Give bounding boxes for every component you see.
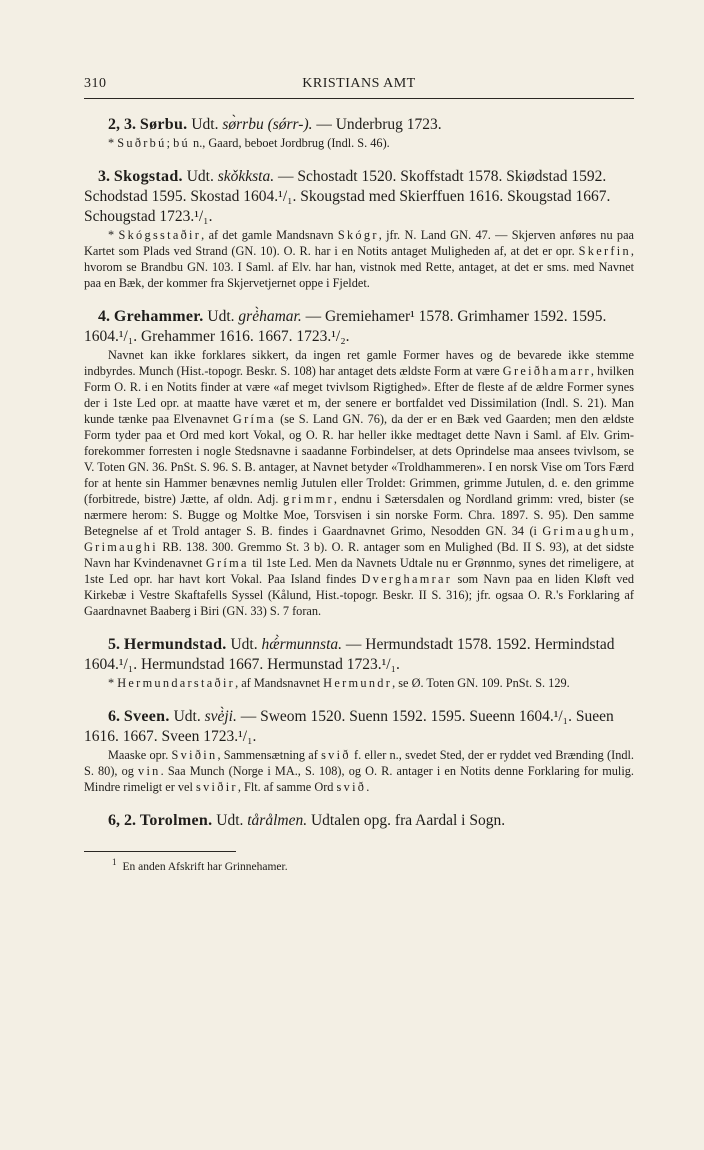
entry-number: 3. — [98, 168, 110, 185]
entry-heading — [84, 635, 634, 675]
entry-name: Hermundstad. — [123, 636, 227, 653]
udt-label: Udt. — [207, 308, 235, 325]
page-header — [84, 74, 634, 96]
entry-name: Sørbu. — [139, 116, 188, 133]
entry-name: Skogstad. — [113, 168, 183, 185]
pronunciation: grė̀hamar. — [238, 308, 302, 325]
spaced-term: Greiðhamarr — [502, 364, 591, 378]
entry-heading — [84, 307, 634, 347]
entry-number: 5. — [108, 636, 120, 653]
entry-notes — [84, 675, 634, 691]
entry-name: Grehammer. — [113, 308, 204, 325]
udt-label: Udt. — [173, 708, 201, 725]
spaced-term: Skógsstaðir — [118, 228, 202, 242]
spaced-term: grimmr — [283, 492, 334, 506]
entry-paragraph: * Hermundarstaðir, af Mandsnavnet Hermundr, se Ø. Toten GN. 109. PnSt. S. 129. — [108, 676, 570, 690]
entry-paragraph: * Skógsstaðir, af det gamle Mandsnavn Skógr, jfr. N. Land GN. 47. — Skjerven anføres nu paa Kartet som Plads ved Strand (GN. 10). O. R. har i en Notits antaget Muligheden af, at det er opr. Skerfin, hvorom se Brandbu GN. 103. I Saml. af Elv. har han, vistnok med Rette, antaget, at det er sms. med Navnet paa en Bæk, der kommer fra Skjervetjernet oppe i Fjeldet. — [84, 228, 634, 290]
entry-history: — Sweom 1520. Suenn 1592. 1595. Sueenn 1604.¹/₁. Sueen 1616. 1667. Sveen 1723.¹/₁. — [84, 708, 614, 745]
spaced-term: Grimaughum — [542, 524, 631, 538]
entry-heading — [84, 707, 634, 747]
entry-history: — Hermundstadt 1578. 1592. Hermindstad 1604.¹/₁. Hermundstad 1667. Hermunstad 1723.¹/₁. — [84, 636, 615, 673]
spaced-term: Dverghamrar — [361, 572, 453, 586]
entry-number: 2, 3. — [108, 116, 136, 133]
udt-label: Udt. — [216, 812, 244, 829]
entry-heading — [84, 811, 634, 831]
spaced-term: Gríma — [205, 556, 249, 570]
entry-paragraph: Navnet kan ikke forklares sikkert, da ingen ret gamle Former haves og de bevarede ikke stemme indbyrdes. Munch (Hist.-topogr. Beskr. S. 108) har antaget dets ældste Form at være Greiðhamarr, hvilken Form O. R. i en Notits finder at være «af meget tvivlsom Rigtighed». Efter de fleste af de ældre Former synes der i 1ste Led opr. at maatte have været et m, der senere er bortfaldet ved Dissimilation (Indl. S. 21). Man kunde tænke paa Elvenavnet Gríma (se S. Land GN. 76), da der er en Bæk ved Gaarden; men den ældste Form tyder paa et Ord med kort Vokal, og O. R. har heller ikke medtaget dette Navn i Saml. af Elv. Grim- forekommer forresten i nogle Stedsnavne i saadanne Forbindelser, at dets Oprindelse maa ansees tvivlsom, se V. Toten GN. 36. PnSt. S. 96. S. B. antager, at Navnet betyder «Troldhammeren». I en norsk Vise om Tors Færd for at hente sin Hammer benævnes nemlig Jutulen eller Troldet: Grimmen, grimme Jutulen, d. e. den grimme (forbitrede, bistre) Jætte, af oldn. Adj. grimmr, endnu i Sætersdalen og Nordland grimm: vred, bister (se nærmere herom: S. Bugge og Moltke Moe, Torsvisen i sin norske Form. Chra. 1897. S. 95). Den samme Betegnelse af et Trold antager S. B. findes i Gaardnavnet Grimo, Nesodden GN. 34 (i Grimaughum, Grimaughi RB. 138. 300. Gremmo St. 3 b). O. R. antager som en Mulighed (Bd. II S. 93), at det sidste Navn har Kvindenavnet Gríma til 1ste Led. Men da Navnets Udtale nu er Grønnmo, synes det rimeligere, at 1ste Led opr. har havt kort Vokal. Paa Island findes Dverghamrar som Navn paa en liden Kløft ved Kirkebæ i Vestre Skaftafells Syssel (Kålund, Hist.-topogr. Beskr. II S. 316); jfr. ogsaa O. R.'s Forklaring af Gaardnavnet Baaberg i Biri (GN. 33) S. 7 foran. — [84, 348, 635, 618]
entry-heading — [84, 115, 634, 135]
page-body — [84, 74, 634, 874]
entry-paragraph: * Suðrbú; bú n., Gaard, beboet Jordbrug (Indl. S. 46). — [108, 136, 390, 150]
spaced-term: svið — [321, 748, 351, 762]
footnote-rule — [84, 851, 236, 852]
pronunciation: tårålmen. — [247, 812, 308, 829]
entry-notes — [84, 347, 634, 619]
entry-history: Udtalen opg. fra Aardal i Sogn. — [310, 812, 506, 829]
running-title: KRISTIANS AMT — [302, 76, 416, 91]
pronunciation: sø̀rrbu (sǿrr-). — [222, 116, 313, 133]
pronunciation: skǒkksta. — [217, 168, 275, 185]
spaced-term: svið — [336, 780, 367, 794]
udt-label: Udt. — [230, 636, 258, 653]
spaced-term: Hermundarstaðir — [117, 676, 236, 690]
spaced-term: Sviðin — [171, 748, 218, 762]
spaced-term: sviðir — [196, 780, 238, 794]
entry-name: Sveen. — [123, 708, 170, 725]
page-number: 310 — [84, 76, 107, 91]
entry-history: — Underbrug 1723. — [316, 116, 442, 133]
entry-number: 6. — [108, 708, 120, 725]
entry-name: Torolmen. — [139, 812, 213, 829]
udt-label: Udt. — [186, 168, 214, 185]
footnote-text: En anden Afskrift har Grinnehamer. — [122, 861, 288, 873]
footnote-marker: 1 — [112, 857, 117, 868]
pronunciation: hǽ̀rmunnsta. — [261, 636, 343, 653]
footnote — [112, 857, 634, 874]
pronunciation: svė̀ji. — [204, 708, 237, 725]
header-rule — [84, 98, 634, 99]
spaced-term: Skerfin — [578, 244, 631, 258]
spaced-term: Skógr — [337, 228, 379, 242]
entry-history: — Schostadt 1520. Skoffstadt 1578. Skiødstad 1592. Schodstad 1595. Skostad 1604.¹/₁. Skougstad med Skierffuen 1616. Skougstad 1667. Schougstad 1723.¹/₁. — [84, 168, 611, 225]
entry-notes — [84, 135, 634, 151]
spaced-term: Gríma — [232, 412, 276, 426]
entry-notes — [84, 747, 634, 795]
entry-paragraph: Maaske opr. Sviðin, Sammensætning af svið f. eller n., svedet Sted, der er ryddet ved Brænding (Indl. S. 80), og vin. Saa Munch (Norge i MA., S. 108), og O. R. antager i en Notits denne Forklaring for mulig. Mindre rimeligt er vel sviðir, Flt. af samme Ord svið. — [84, 748, 634, 794]
entry-number: 6, 2. — [108, 812, 136, 829]
entry-history: — Gremiehamer¹ 1578. Grimhamer 1592. 1595. 1604.¹/₁. Grehammer 1616. 1667. 1723.¹/₂. — [84, 308, 607, 345]
entry-notes — [84, 227, 634, 291]
spaced-term: Grimaughi — [84, 540, 158, 554]
spaced-term: Hermundr — [323, 676, 393, 690]
udt-label: Udt. — [191, 116, 219, 133]
spaced-term: bú — [173, 136, 190, 150]
entry-number: 4. — [98, 308, 110, 325]
entry-heading — [84, 167, 634, 227]
spaced-term: Suðrbú — [117, 136, 167, 150]
spaced-term: vin — [138, 764, 161, 778]
